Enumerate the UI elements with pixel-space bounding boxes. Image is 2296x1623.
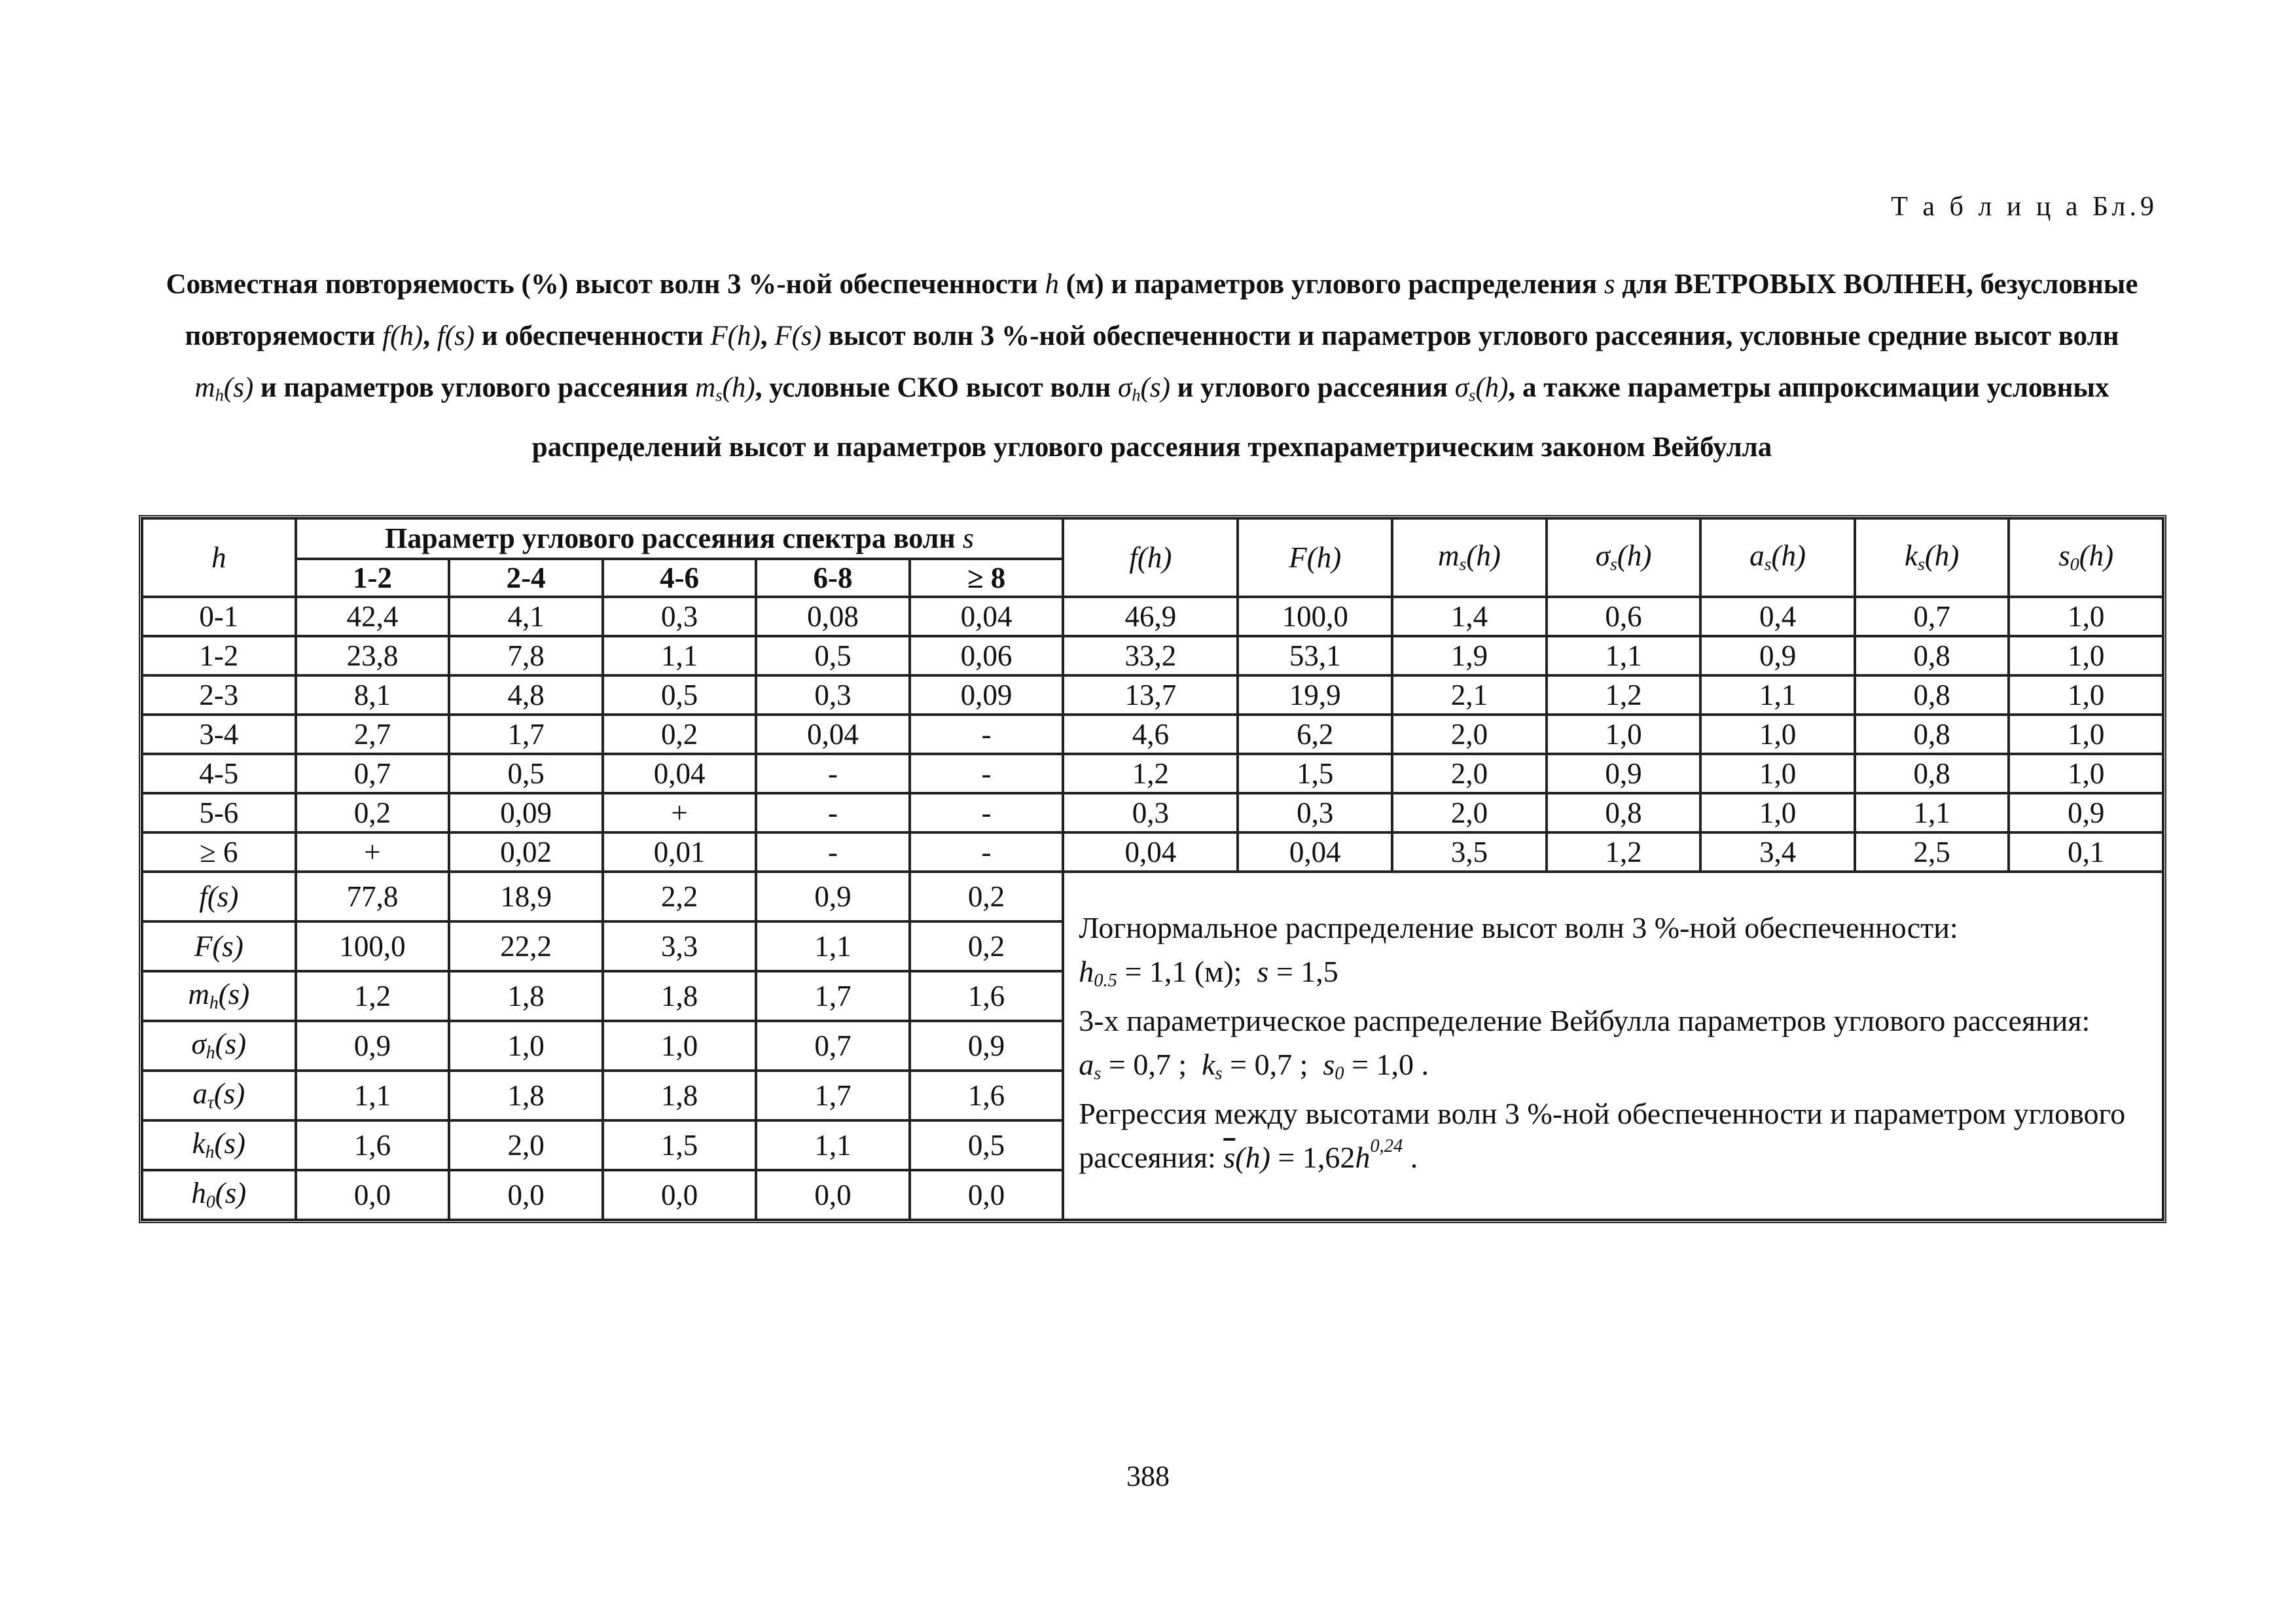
row-h: 5-6	[142, 793, 296, 832]
table-cell: +	[296, 832, 450, 872]
table-cell: 1,6	[910, 971, 1063, 1021]
header-sigma-s-h: $\sigma_s(h)$	[1547, 518, 1701, 597]
table-cell: 1,7	[756, 1071, 909, 1120]
table-cell: 0,04	[756, 715, 909, 754]
column-header: 2-4	[449, 559, 602, 597]
table-cell: 0,9	[1700, 636, 1855, 675]
table-cell: 1,7	[449, 715, 602, 754]
table-cell: 0,9	[910, 1021, 1063, 1071]
table-cell: 1,8	[449, 971, 602, 1021]
table-cell: 0,08	[756, 597, 909, 636]
table-cell: 7,8	[449, 636, 602, 675]
table-cell: 1,1	[603, 636, 756, 675]
table-cell: 0,04	[603, 754, 756, 793]
table-cell: 0,0	[756, 1170, 909, 1220]
table-cell: -	[910, 754, 1063, 793]
column-header: 4-6	[603, 559, 756, 597]
table-cell: 2,0	[1392, 754, 1547, 793]
table-cell: 0,2	[910, 921, 1063, 971]
notes-cell	[1063, 872, 2163, 1220]
row-label: $k_h(s)$	[142, 1120, 296, 1170]
table-cell: 2,5	[1855, 832, 2009, 872]
table-cell: 1,0	[1700, 754, 1855, 793]
table-row	[142, 754, 2163, 793]
table-cell: 1,1	[756, 921, 909, 971]
table-cell: 3,3	[603, 921, 756, 971]
table-cell: 33,2	[1063, 636, 1238, 675]
table-cell: 1,0	[1700, 793, 1855, 832]
table-cell: 100,0	[1238, 597, 1392, 636]
table-cell: 1,9	[1392, 636, 1547, 675]
note-lognormal: Логнормальное распределение высот волн 3 %-ной обеспеченности: $h_{0.5} = 1,1$ (м); s = 1,5	[1079, 911, 1958, 991]
table-cell: 0,8	[1855, 715, 2009, 754]
table-row	[142, 636, 2163, 675]
wave-parameter-table	[139, 515, 2166, 1223]
column-header: 1-2	[296, 559, 450, 597]
row-label: $a_\tau(s)$	[142, 1071, 296, 1120]
table-cell: 53,1	[1238, 636, 1392, 675]
table-cell: 0,9	[1547, 754, 1701, 793]
math-s: s	[1604, 269, 1615, 300]
note-weibull: 3-х параметрическое распределение Вейбулла параметров углового рассеяния: $a_s = 0,7$ ; $k_s = 0,7$ ; $s_0 = 1,0$ .	[1079, 1004, 2090, 1084]
stat-row-f-s	[142, 872, 2163, 921]
table-cell: 1,2	[1547, 675, 1701, 715]
table-cell: 1,2	[1547, 832, 1701, 872]
table-cell: 2,2	[603, 872, 756, 921]
header-param: Параметр углового рассеяния спектра волн s	[296, 518, 1064, 559]
table-cell: 0,01	[603, 832, 756, 872]
table-cell: 1,0	[2009, 675, 2163, 715]
table-cell: -	[910, 793, 1063, 832]
table-cell: 0,2	[296, 793, 450, 832]
table-cell: 1,1	[1855, 793, 2009, 832]
table-cell: -	[756, 754, 909, 793]
table-label: Т а б л и ц а Бл.9	[1891, 192, 2158, 222]
row-label: $m_h(s)$	[142, 971, 296, 1021]
table-cell: 0,8	[1547, 793, 1701, 832]
row-label: $h_0(s)$	[142, 1170, 296, 1220]
table-cell: 3,5	[1392, 832, 1547, 872]
table-cell: 1,1	[756, 1120, 909, 1170]
row-label: f(s)	[142, 872, 296, 921]
table-cell: 1,5	[1238, 754, 1392, 793]
table-cell: 1,0	[1547, 715, 1701, 754]
table-cell: 0,7	[756, 1021, 909, 1071]
table-cell: 1,7	[756, 971, 909, 1021]
table-cell: 0,9	[2009, 793, 2163, 832]
table-cell: 4,6	[1063, 715, 1238, 754]
table-cell: 0,04	[910, 597, 1063, 636]
table-cell: 46,9	[1063, 597, 1238, 636]
table-cell: -	[910, 832, 1063, 872]
table-cell: 13,7	[1063, 675, 1238, 715]
row-h: 3-4	[142, 715, 296, 754]
row-h: 1-2	[142, 636, 296, 675]
note-regression: Регрессия между высотами волн 3 %-ной обеспеченности и параметром углового рассеяния: $\overline{s}(h) = 1,62h^{0,24}$ .	[1079, 1097, 2126, 1175]
table-cell: 0,09	[449, 793, 602, 832]
table-caption: Совместная повторяемость (%) высот волн 3 %-ной обеспеченности h (м) и параметров углового распределения s для ВЕТРОВЫХ ВОЛНЕН, безусловные повторяемости f(h), f(s) и обеспеченности F(h), F(s) высот волн 3 %-ной обеспеченности и параметров углового рассеяния, условные средние высот волн $m_h(s)$ и параметров углового рассеяния $m_s(h)$, условные СКО высот волн $\sigma_h(s)$ и углового рассеяния $\sigma_s(h)$, а также параметры аппроксимации условных распределений высот и параметров углового рассеяния трехпараметрическим законом Вейбулла	[166, 269, 2138, 463]
table-cell: 18,9	[449, 872, 602, 921]
row-h: 2-3	[142, 675, 296, 715]
math-h: h	[1045, 269, 1060, 300]
table-cell: 1,0	[2009, 715, 2163, 754]
table-cell: 42,4	[296, 597, 450, 636]
table-cell: 1,2	[1063, 754, 1238, 793]
table-cell: 1,6	[296, 1120, 450, 1170]
table-cell: 1,4	[1392, 597, 1547, 636]
table-cell: 1,1	[1547, 636, 1701, 675]
table-cell: 0,3	[603, 597, 756, 636]
table-cell: 0,8	[1855, 636, 2009, 675]
table-cell: 1,8	[603, 971, 756, 1021]
table-cell: 0,04	[1063, 832, 1238, 872]
table-cell: 0,9	[296, 1021, 450, 1071]
table-cell: 1,0	[449, 1021, 602, 1071]
table-cell: 0,2	[910, 872, 1063, 921]
table-cell: 0,0	[449, 1170, 602, 1220]
table-cell: 1,0	[1700, 715, 1855, 754]
header-as-h: $a_s(h)$	[1700, 518, 1855, 597]
table-cell: -	[910, 715, 1063, 754]
table-cell: -	[756, 832, 909, 872]
table-cell: 0,02	[449, 832, 602, 872]
table-cell: 0,0	[296, 1170, 450, 1220]
table-cell: -	[756, 793, 909, 832]
header-f-h: f(h)	[1063, 518, 1238, 597]
table-cell: 2,0	[449, 1120, 602, 1170]
table-row	[142, 793, 2163, 832]
row-h: 4-5	[142, 754, 296, 793]
table-cell: 23,8	[296, 636, 450, 675]
table-cell: 0,5	[756, 636, 909, 675]
table-cell: 19,9	[1238, 675, 1392, 715]
table-cell: +	[603, 793, 756, 832]
table-cell: 2,1	[1392, 675, 1547, 715]
table-row	[142, 715, 2163, 754]
table-cell: 0,8	[1855, 754, 2009, 793]
table-cell: 1,0	[2009, 754, 2163, 793]
table-cell: 1,8	[603, 1071, 756, 1120]
table-cell: 6,2	[1238, 715, 1392, 754]
table-cell: 0,6	[1547, 597, 1701, 636]
table-cell: 0,0	[603, 1170, 756, 1220]
table-cell: 0,04	[1238, 832, 1392, 872]
page-number: 388	[1126, 1460, 1170, 1492]
column-header: 6-8	[756, 559, 909, 597]
table-cell: 0,8	[1855, 675, 2009, 715]
table-cell: 3,4	[1700, 832, 1855, 872]
table-cell: 4,1	[449, 597, 602, 636]
table-cell: 0,09	[910, 675, 1063, 715]
table-cell: 4,8	[449, 675, 602, 715]
table-cell: 8,1	[296, 675, 450, 715]
table-cell: 77,8	[296, 872, 450, 921]
header-ms-h: $m_s(h)$	[1392, 518, 1547, 597]
table-cell: 0,0	[910, 1170, 1063, 1220]
table-cell: 0,4	[1700, 597, 1855, 636]
table-cell: 1,8	[449, 1071, 602, 1120]
table-cell: 1,0	[603, 1021, 756, 1071]
table-cell: 0,5	[449, 754, 602, 793]
header-s0-h: $s_0(h)$	[2009, 518, 2163, 597]
table-cell: 2,0	[1392, 715, 1547, 754]
column-header: ≥ 8	[910, 559, 1063, 597]
row-h: 0-1	[142, 597, 296, 636]
table-cell: 0,5	[603, 675, 756, 715]
table-cell: 1,1	[296, 1071, 450, 1120]
table-cell: 0,06	[910, 636, 1063, 675]
table-cell: 1,1	[1700, 675, 1855, 715]
table-cell: 0,7	[296, 754, 450, 793]
table-cell: 1,2	[296, 971, 450, 1021]
table-row	[142, 597, 2163, 636]
header-F-h: F(h)	[1238, 518, 1392, 597]
table-cell: 0,1	[2009, 832, 2163, 872]
table-cell: 100,0	[296, 921, 450, 971]
header-ks-h: $k_s(h)$	[1855, 518, 2009, 597]
table-cell: 0,9	[756, 872, 909, 921]
table-cell: 0,2	[603, 715, 756, 754]
table-cell: 1,0	[2009, 636, 2163, 675]
row-label: $\sigma_h(s)$	[142, 1021, 296, 1071]
table-cell: 0,3	[1063, 793, 1238, 832]
table-cell: 2,7	[296, 715, 450, 754]
table-cell: 0,3	[756, 675, 909, 715]
table-cell: 0,5	[910, 1120, 1063, 1170]
table-cell: 0,7	[1855, 597, 2009, 636]
table-row	[142, 832, 2163, 872]
table-cell: 1,0	[2009, 597, 2163, 636]
row-h: ≥ 6	[142, 832, 296, 872]
table-cell: 0,3	[1238, 793, 1392, 832]
table-cell: 1,6	[910, 1071, 1063, 1120]
table-cell: 2,0	[1392, 793, 1547, 832]
header-h: h	[142, 518, 296, 597]
table-row	[142, 675, 2163, 715]
table-cell: 22,2	[449, 921, 602, 971]
table-cell: 1,5	[603, 1120, 756, 1170]
row-label: F(s)	[142, 921, 296, 971]
